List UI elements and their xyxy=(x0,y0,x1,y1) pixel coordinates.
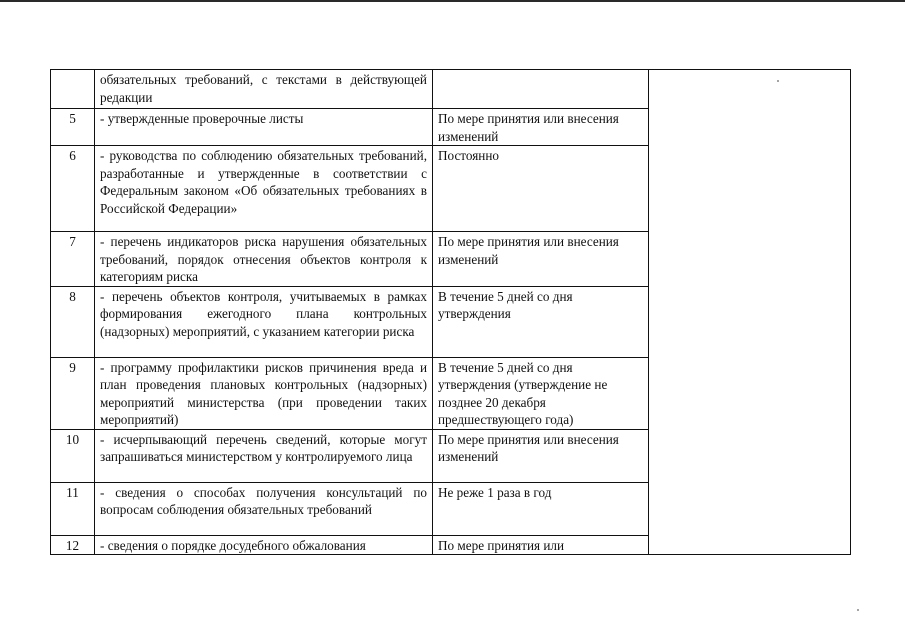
measures-table xyxy=(50,69,851,555)
row-term: По мере принятия или внесения изменений xyxy=(433,429,649,482)
row-description: - перечень объектов контроля, учитываемых в рамках формирования ежегодного плана контрольных (надзорных) мероприятий, с указанием категории риска xyxy=(95,286,433,357)
row-description: - утвержденные проверочные листы xyxy=(95,109,433,146)
page-top-edge-line xyxy=(0,0,905,2)
row-description: - сведения о способах получения консультаций по вопросам соблюдения обязательных требований xyxy=(95,482,433,535)
row-description: - перечень индикаторов риска нарушения обязательных требований, порядок отнесения объектов контроля к категориям риска xyxy=(95,232,433,287)
notes-column xyxy=(649,70,851,555)
row-description: - сведения о порядке досудебного обжалования xyxy=(95,535,433,555)
row-number: 5 xyxy=(51,109,95,146)
row-number: 10 xyxy=(51,429,95,482)
row-description: - программу профилактики рисков причинения вреда и план проведения плановых контрольных (надзорных) мероприятий министерства (при проведении таких мероприятий) xyxy=(95,357,433,429)
row-number: 11 xyxy=(51,482,95,535)
row-description: - руководства по соблюдению обязательных требований, разработанные и утвержденные в соответствии с Федеральным законом «Об обязательных требованиях в Российской Федерации» xyxy=(95,146,433,232)
row-number: 8 xyxy=(51,286,95,357)
row-term xyxy=(433,70,649,109)
row-term: Постоянно xyxy=(433,146,649,232)
row-term: В течение 5 дней со дня утверждения xyxy=(433,286,649,357)
row-description: обязательных требований, с текстами в действующей редакции xyxy=(95,70,433,109)
row-term: По мере принятия или внесения изменений xyxy=(433,109,649,146)
row-term: По мере принятия или xyxy=(433,535,649,555)
table-row xyxy=(51,70,851,109)
row-number: 12 xyxy=(51,535,95,555)
row-term: В течение 5 дней со дня утверждения (утверждение не позднее 20 декабря предшествующего года) xyxy=(433,357,649,429)
row-term: По мере принятия или внесения изменений xyxy=(433,232,649,287)
row-number: 6 xyxy=(51,146,95,232)
scan-speck xyxy=(857,609,859,611)
row-number xyxy=(51,70,95,109)
row-description: - исчерпывающий перечень сведений, которые могут запрашиваться министерством у контролируемого лица xyxy=(95,429,433,482)
row-number: 7 xyxy=(51,232,95,287)
row-term: Не реже 1 раза в год xyxy=(433,482,649,535)
row-number: 9 xyxy=(51,357,95,429)
